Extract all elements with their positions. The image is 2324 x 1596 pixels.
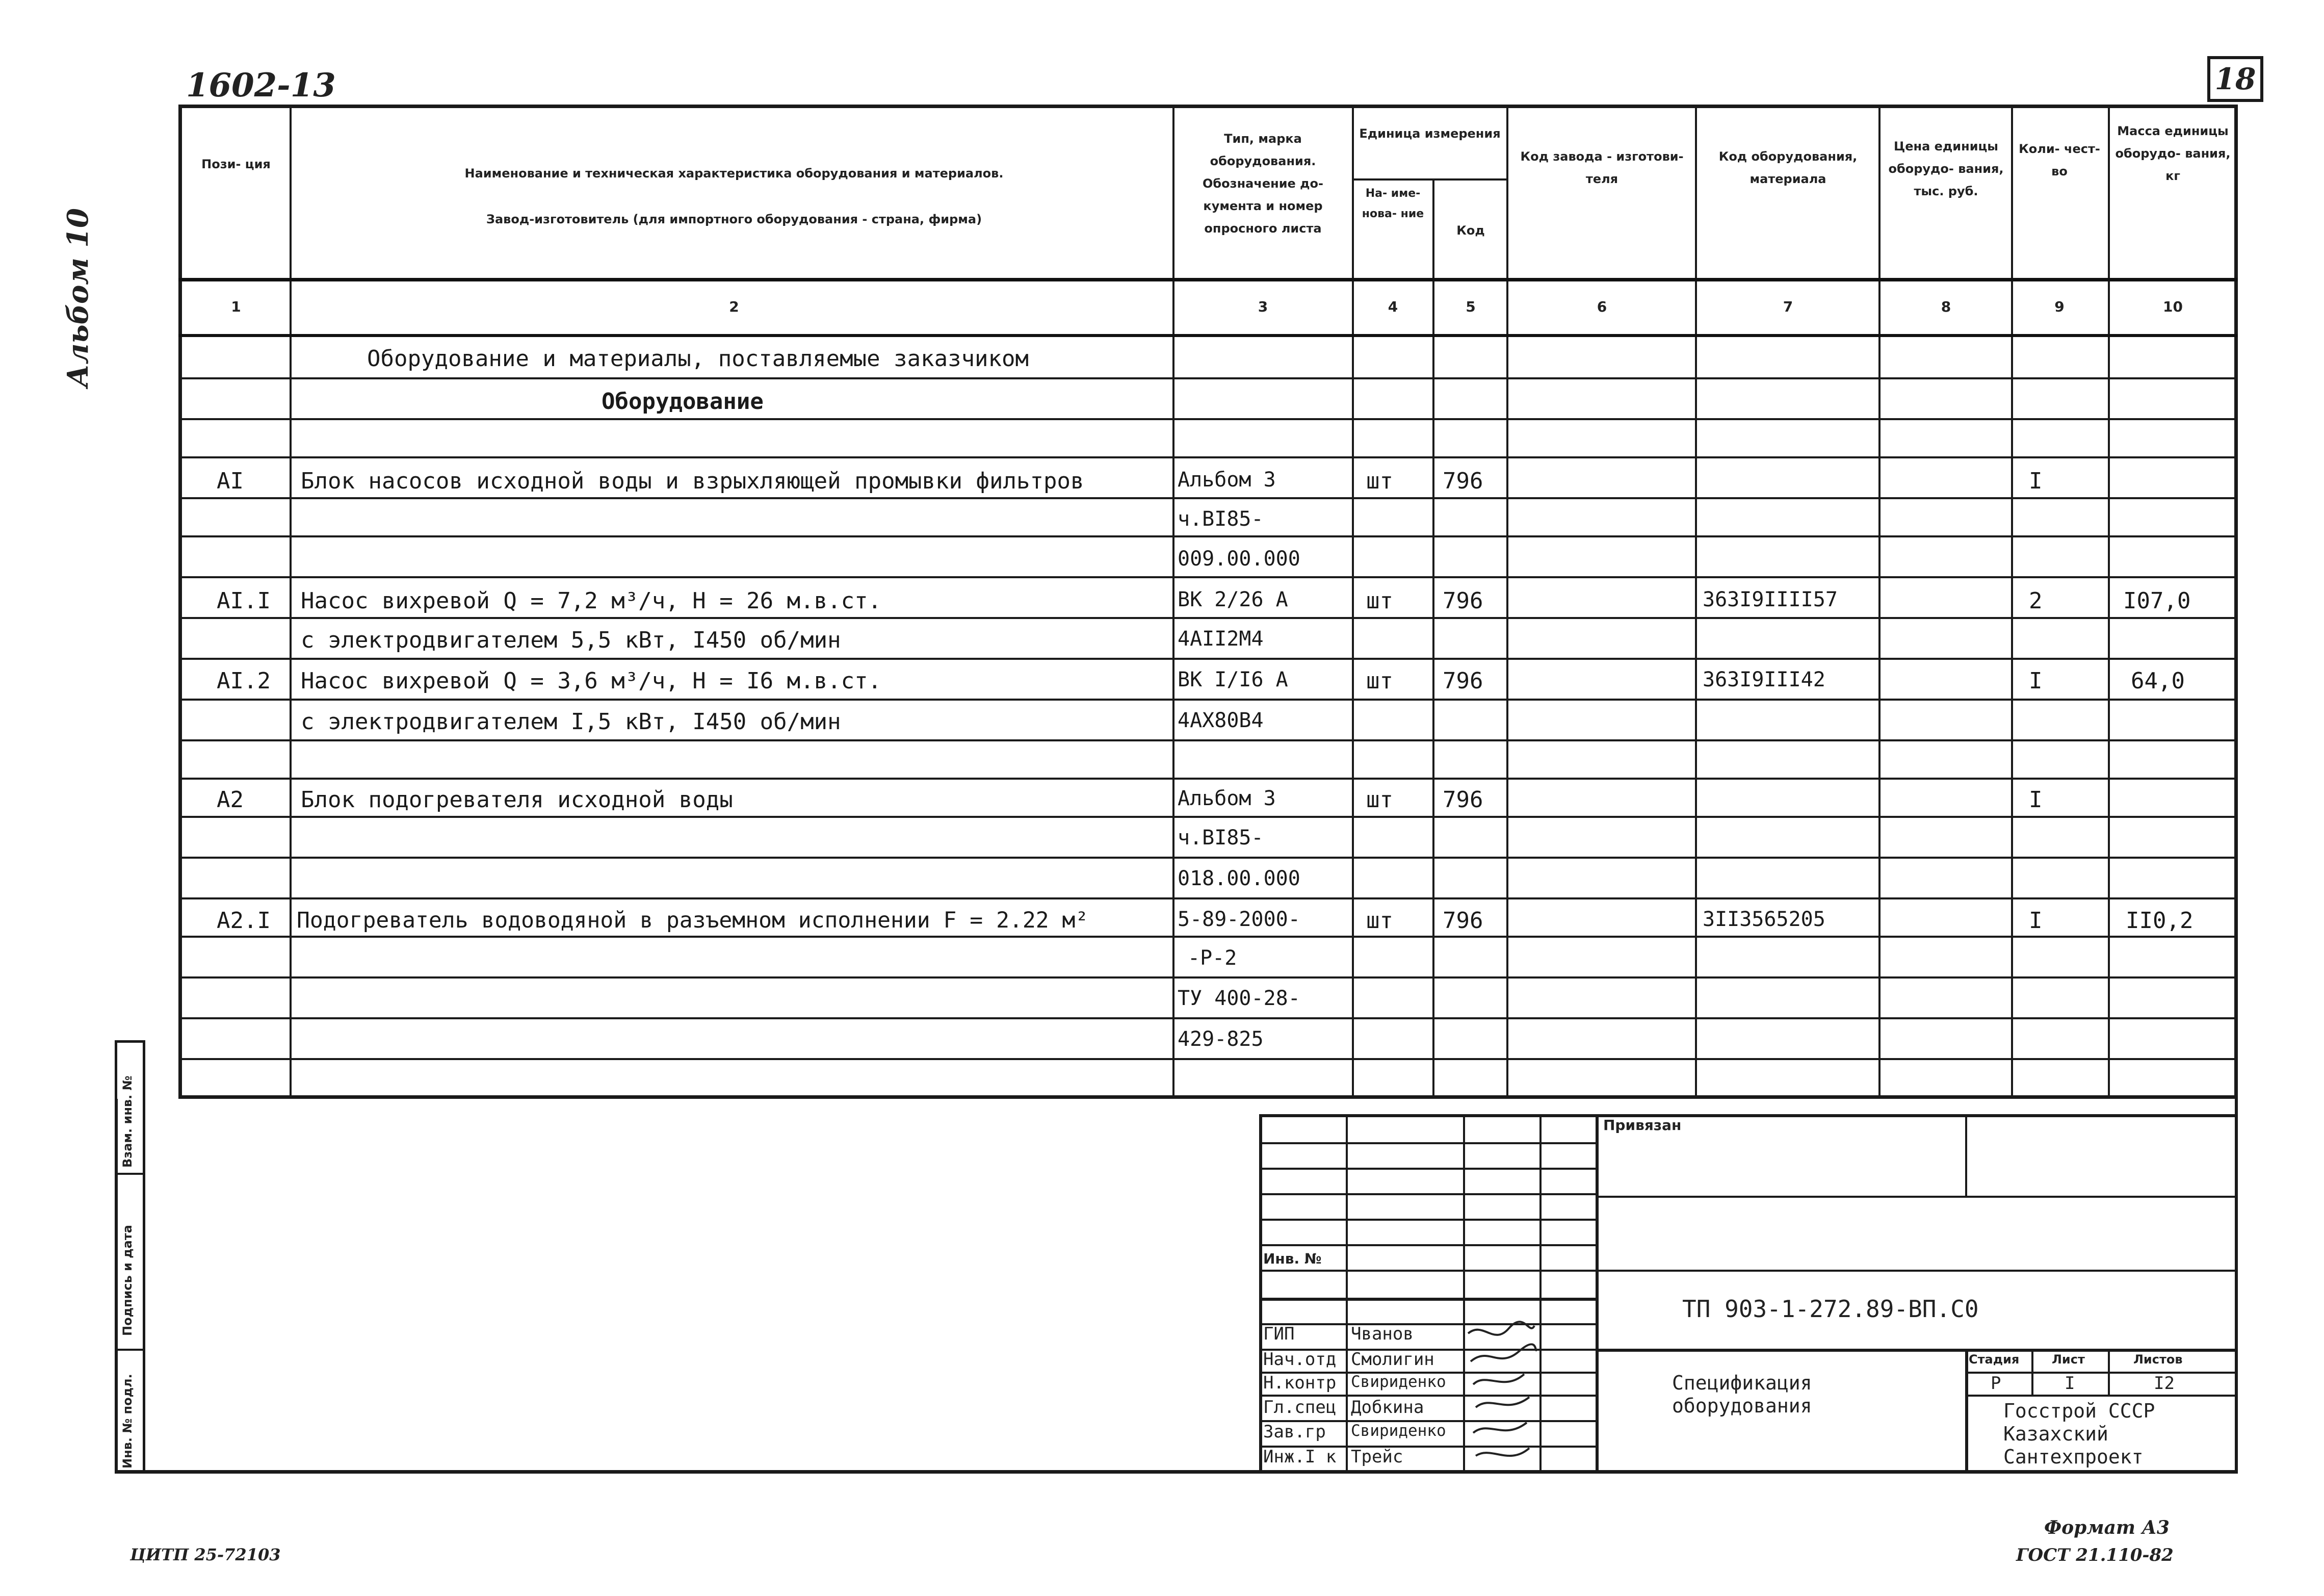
row-name: Блок насосов исходной воды и взрыхляющей промывки фильтров	[301, 468, 1084, 494]
row-name: Насос вихревой Q = 3,6 м³/ч, H = I6 м.в.ст.	[301, 668, 882, 694]
header-mass: Масса единицы оборудо- вания, кг	[2115, 124, 2231, 183]
page-number-box	[2207, 56, 2263, 102]
sheet-value: I	[2065, 1373, 2075, 1394]
row-position: AI.I	[217, 588, 271, 614]
row-position: AI	[217, 468, 244, 494]
colnum-3: 3	[1258, 298, 1268, 315]
row-unit: шт	[1366, 588, 1393, 614]
row-mass: 64,0	[2131, 668, 2185, 694]
row-qty: 2	[2029, 588, 2043, 614]
org-line-1: Госстрой СССР	[2003, 1400, 2155, 1422]
row-unit: шт	[1366, 787, 1393, 813]
row-qty: I	[2029, 908, 2043, 934]
signer-role: Нач.отд	[1263, 1349, 1337, 1370]
section-title: Оборудование и материалы, поставляемые заказчиком	[367, 346, 1029, 372]
colnum-6: 6	[1597, 298, 1607, 315]
gost-label: ГОСТ 21.110-82	[2016, 1545, 2174, 1565]
privyazan-label: Привязан	[1603, 1117, 1682, 1134]
header-unit: Единица измерения	[1359, 126, 1501, 141]
colnum-8: 8	[1941, 298, 1951, 315]
row-type: 4AX80B4	[1178, 709, 1264, 732]
row-position: A2.I	[217, 908, 271, 934]
row-code: 363I9III42	[1703, 668, 1825, 691]
row-type: ТУ 400-28-	[1178, 987, 1300, 1010]
signer-name: Смолигин	[1351, 1349, 1434, 1370]
row-unit: шт	[1366, 668, 1393, 694]
row-unit-code: 796	[1443, 787, 1483, 813]
header-unit-code: Код	[1456, 223, 1485, 238]
row-type: Альбом 3	[1178, 468, 1276, 492]
colnum-1: 1	[231, 298, 241, 315]
row-name: Насос вихревой Q = 7,2 м³/ч, H = 26 м.в.ст.	[301, 588, 882, 614]
side-stamp-inv-replace: Взам. инв. №	[120, 1075, 135, 1168]
row-qty: I	[2029, 468, 2043, 494]
side-stamp-inv-orig: Инв. № подл.	[120, 1374, 135, 1469]
row-type: -P-2	[1188, 946, 1237, 970]
row-type: 009.00.000	[1178, 547, 1300, 571]
row-type: ч.BI85-	[1178, 507, 1264, 531]
subsection-title: Оборудование	[602, 389, 764, 415]
header-price: Цена единицы оборудо- вания, тыс. руб.	[1888, 139, 2004, 198]
row-mass: I07,0	[2123, 588, 2191, 614]
sheet-label: Лист	[2052, 1352, 2085, 1367]
signatures-drawing	[1463, 1321, 1539, 1474]
row-qty: I	[2029, 668, 2043, 694]
colnum-9: 9	[2054, 298, 2065, 315]
row-unit-code: 796	[1443, 588, 1483, 614]
signer-role: Н.контр	[1263, 1373, 1337, 1393]
signer-name: Чванов	[1351, 1324, 1414, 1344]
signer-name: Добкина	[1351, 1397, 1424, 1418]
stage-label: Стадия	[1969, 1352, 2020, 1367]
format-label: Формат А3	[2044, 1517, 2170, 1538]
row-type: ВК 2/26 А	[1178, 588, 1288, 611]
signer-role: ГИП	[1263, 1324, 1295, 1344]
colnum-5: 5	[1466, 298, 1476, 315]
header-name-line2: Завод-изготовитель (для импортного оборудования - страна, фирма)	[486, 212, 982, 226]
header-unit-name: На- име- нова- ние	[1362, 187, 1424, 220]
row-name: Блок подогревателя исходной воды	[301, 787, 733, 813]
header-type: Тип, марка оборудования. Обозначение до- кумента и номер опросного листа	[1203, 132, 1323, 236]
row-type: 5-89-2000-	[1178, 908, 1300, 931]
row-unit: шт	[1366, 908, 1393, 934]
colnum-10: 10	[2163, 298, 2183, 315]
header-plant-code: Код завода - изготови- теля	[1520, 149, 1684, 186]
inv-no-label: Инв. №	[1263, 1250, 1322, 1267]
signer-name: Свириденко	[1351, 1422, 1446, 1440]
header-qty: Коли- чест- во	[2019, 142, 2100, 178]
row-position: A2	[217, 787, 244, 813]
row-name: Подогреватель водоводяной в разъемном исполнении F = 2.22 м²	[297, 908, 1089, 933]
row-type: Альбом 3	[1178, 787, 1276, 810]
doc-title-1: Спецификация	[1672, 1372, 1812, 1394]
row-type: ВК I/I6 А	[1178, 668, 1288, 691]
colnum-2: 2	[729, 298, 739, 315]
doc-code: ТП 903-1-272.89-ВП.С0	[1682, 1295, 1979, 1323]
doc-title-2: оборудования	[1672, 1395, 1812, 1417]
org-line-3: Сантехпроект	[2003, 1446, 2144, 1468]
header-equipment-code: Код оборудования, материала	[1718, 149, 1858, 186]
album-label: Альбом 10	[61, 208, 95, 388]
row-type: 4AII2M4	[1178, 627, 1264, 651]
row-type: 018.00.000	[1178, 867, 1300, 890]
row-unit-code: 796	[1443, 668, 1483, 694]
signer-role: Зав.гр	[1263, 1422, 1326, 1442]
row-code: 363I9IIII57	[1703, 588, 1838, 611]
row-mass: II0,2	[2126, 908, 2194, 934]
colnum-4: 4	[1388, 298, 1398, 315]
signer-role: Инж.I к	[1263, 1447, 1337, 1467]
row-unit-code: 796	[1443, 468, 1483, 494]
stage-value: Р	[1991, 1373, 2001, 1394]
row-name: с электродвигателем I,5 кВт, I450 об/мин	[301, 709, 841, 735]
row-position: AI.2	[217, 668, 271, 694]
row-type: 429-825	[1178, 1027, 1264, 1051]
signer-role: Гл.спец	[1263, 1397, 1337, 1418]
row-unit-code: 796	[1443, 908, 1483, 934]
row-unit: шт	[1366, 468, 1393, 494]
signer-name: Трейс	[1351, 1447, 1403, 1467]
header-name-line1: Наименование и техническая характеристика оборудования и материалов.	[464, 166, 1004, 181]
org-line-2: Казахский	[2003, 1423, 2108, 1445]
row-type: ч.BI85-	[1178, 826, 1264, 850]
row-name: с электродвигателем 5,5 кВт, I450 об/мин	[301, 627, 841, 653]
sheet-code: 1602-13	[186, 66, 336, 105]
signer-name: Свириденко	[1351, 1373, 1446, 1391]
side-stamp-sign-date: Подпись и дата	[120, 1225, 135, 1336]
row-code: 3II3565205	[1703, 908, 1825, 931]
page-number: 18	[2214, 62, 2256, 96]
row-qty: I	[2029, 787, 2043, 813]
colnum-7: 7	[1783, 298, 1793, 315]
bottom-code: ЦИТП 25-72103	[130, 1545, 281, 1564]
sheets-value: I2	[2154, 1373, 2175, 1394]
header-position: Пози- ция	[201, 157, 271, 171]
sheets-label: Листов	[2133, 1352, 2183, 1367]
